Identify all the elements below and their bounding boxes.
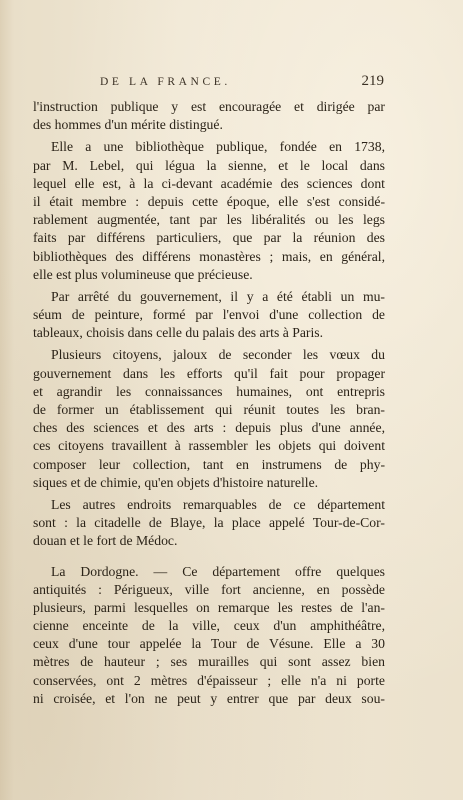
text-line: sont : la citadelle de Blaye, la place appelé Tour-de-Cor-	[33, 515, 385, 531]
text-line: siques et de chimie, qu'en objets d'histoire naturelle.	[33, 474, 319, 490]
text-line: douan et le fort de Médoc.	[33, 533, 178, 549]
text-line: ni croisée, et l'on ne peut y entrer que par deux sou-	[33, 690, 385, 706]
page-number: 219	[361, 73, 384, 89]
text-line: ceux d'une tour appelée la Tour de Vésune. Elle a 30	[33, 636, 385, 652]
page-header	[100, 73, 384, 94]
text-line: Elle a une bibliothèque publique, fondée en 1738,	[51, 139, 385, 155]
text-line: il était membre : depuis cette époque, elle s'est considé-	[33, 193, 385, 209]
paragraph-museum	[33, 288, 385, 343]
running-head: DE LA FRANCE.	[100, 76, 231, 88]
text-line: plusieurs, parmi lesquelles on remarque les restes de l'an-	[33, 599, 385, 615]
text-line: Par arrêté du gouvernement, il y a été établi un mu-	[51, 288, 385, 304]
text-line: La Dordogne. — Ce département offre quelques	[51, 563, 385, 579]
paragraph-bibliotheque	[33, 138, 385, 284]
text-line: de former un établissement qui réunit toutes les bran-	[33, 402, 385, 417]
page-body	[33, 98, 385, 708]
text-line: bibliothèques des différens monastères ; mais, en général,	[33, 248, 385, 264]
text-line: gouvernement dans les efforts qu'il fait pour propager	[33, 365, 385, 381]
text-line: rablement augmentée, tant par les libéralités ou les legs	[33, 212, 385, 228]
text-line: ces citoyens travaillent à rassembler les objets qui doivent	[33, 438, 385, 454]
paragraph-dordogne	[33, 563, 385, 709]
paragraph-instruction	[33, 98, 385, 134]
paragraph-endroits	[33, 496, 385, 551]
text-line: mètres de hauteur ; ses murailles qui sont assez bien	[33, 654, 385, 670]
text-line: ches des sciences et des arts : depuis plus d'une année,	[33, 420, 385, 436]
text-line: conservées, ont 2 mètres d'épaisseur ; elle n'a ni porte	[33, 672, 385, 688]
text-line: séum de peinture, formé par l'envoi d'une collection de	[33, 307, 385, 323]
text-line: l'instruction publique y est encouragée et dirigée par	[33, 99, 385, 114]
text-line: par M. Lebel, qui légua la sienne, et le local dans	[33, 157, 385, 173]
text-line: elle est plus volumineuse que précieuse.	[33, 266, 253, 282]
text-line: composer leur collection, tant en instrumens de phy-	[33, 456, 385, 472]
paragraph-citoyens	[33, 346, 385, 492]
text-line: lequel elle est, à la ci-devant académie des sciences dont	[33, 175, 385, 191]
text-line: faits par différens particuliers, que par la réunion des	[33, 230, 385, 246]
text-line: tableaux, choisis dans celle du palais des arts à Paris.	[33, 325, 324, 341]
text-line: et agrandir les connaissances humaines, ont entrepris	[33, 383, 385, 399]
text-line: cienne enceinte de la ville, ceux d'un amphithéâtre,	[33, 618, 385, 634]
text-line: des hommes d'un mérite distingué.	[33, 117, 223, 133]
text-line: Plusieurs citoyens, jaloux de seconder les vœux du	[51, 347, 385, 363]
text-line: antiquités : Périgueux, ville fort ancienne, en possède	[33, 581, 385, 597]
text-line: Les autres endroits remarquables de ce département	[51, 496, 385, 512]
